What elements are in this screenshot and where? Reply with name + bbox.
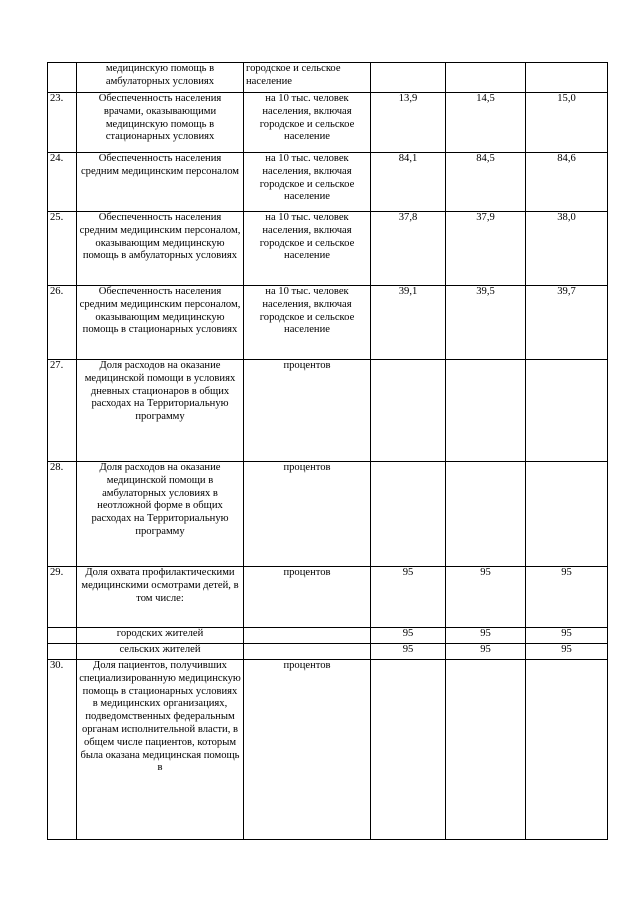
row-number: 28. (48, 462, 77, 567)
value-year-3 (526, 63, 608, 93)
value-year-3 (526, 660, 608, 840)
indicator-name: городских жителей (77, 628, 244, 644)
table-row (48, 286, 608, 360)
indicator-name: Доля расходов на оказание медицинской помощи в амбулаторных условиях в неотложной форме в общих расходах на Территориальную программу (77, 462, 244, 567)
value-year-2: 84,5 (446, 153, 526, 212)
indicator-name: сельских жителей (77, 644, 244, 660)
row-number (48, 63, 77, 93)
table-row (48, 462, 608, 567)
value-year-3: 38,0 (526, 212, 608, 286)
unit-of-measure: на 10 тыс. человек населения, включая городское и сельское население (244, 93, 371, 153)
value-year-2: 95 (446, 567, 526, 628)
value-year-2: 95 (446, 644, 526, 660)
indicators-table (47, 62, 608, 840)
value-year-3: 95 (526, 567, 608, 628)
indicator-name: Доля расходов на оказание медицинской помощи в условиях дневных стационаров в общих расходах на Территориальную программу (77, 360, 244, 462)
value-year-1: 95 (371, 628, 446, 644)
row-number: 27. (48, 360, 77, 462)
row-number: 23. (48, 93, 77, 153)
row-number: 30. (48, 660, 77, 840)
value-year-3: 15,0 (526, 93, 608, 153)
value-year-2 (446, 63, 526, 93)
table-row (48, 63, 608, 93)
unit-of-measure (244, 644, 371, 660)
indicator-name: Доля пациентов, получивших специализированную медицинскую помощь в стационарных условиях в медицинских организациях, подведомственных федеральным органам исполнительной власти, в общем числе пациентов, которым была оказана медицинская помощь в (77, 660, 244, 840)
row-number (48, 644, 77, 660)
value-year-3 (526, 360, 608, 462)
value-year-2 (446, 660, 526, 840)
indicator-name: Обеспеченность населения средним медицинским персоналом, оказывающим медицинскую помощь в амбулаторных условиях (77, 212, 244, 286)
value-year-2: 95 (446, 628, 526, 644)
indicator-name: Доля охвата профилактическими медицинскими осмотрами детей, в том числе: (77, 567, 244, 628)
table-row (48, 660, 608, 840)
value-year-2: 37,9 (446, 212, 526, 286)
value-year-3: 95 (526, 644, 608, 660)
value-year-3: 95 (526, 628, 608, 644)
row-number: 24. (48, 153, 77, 212)
row-number: 25. (48, 212, 77, 286)
indicator-name: Обеспеченность населения врачами, оказывающими медицинскую помощь в стационарных условиях (77, 93, 244, 153)
indicator-name: Обеспеченность населения средним медицинским персоналом (77, 153, 244, 212)
unit-of-measure (244, 628, 371, 644)
table-row (48, 93, 608, 153)
table-row (48, 360, 608, 462)
value-year-1: 39,1 (371, 286, 446, 360)
table-row (48, 644, 608, 660)
value-year-1 (371, 63, 446, 93)
unit-of-measure: на 10 тыс. человек населения, включая городское и сельское население (244, 212, 371, 286)
unit-of-measure: процентов (244, 567, 371, 628)
value-year-3: 84,6 (526, 153, 608, 212)
table-row (48, 153, 608, 212)
row-number: 26. (48, 286, 77, 360)
indicator-name: Обеспеченность населения средним медицинским персоналом, оказывающим медицинскую помощь в стационарных условиях (77, 286, 244, 360)
value-year-1: 84,1 (371, 153, 446, 212)
value-year-1: 37,8 (371, 212, 446, 286)
value-year-2 (446, 462, 526, 567)
row-number: 29. (48, 567, 77, 628)
table-row (48, 628, 608, 644)
unit-of-measure: процентов (244, 360, 371, 462)
unit-of-measure: процентов (244, 462, 371, 567)
value-year-1: 13,9 (371, 93, 446, 153)
unit-of-measure: на 10 тыс. человек населения, включая городское и сельское население (244, 286, 371, 360)
row-number (48, 628, 77, 644)
value-year-1: 95 (371, 644, 446, 660)
unit-of-measure: процентов (244, 660, 371, 840)
table-row (48, 567, 608, 628)
value-year-3: 39,7 (526, 286, 608, 360)
value-year-1: 95 (371, 567, 446, 628)
indicator-name: медицинскую помощь в амбулаторных условиях (77, 63, 244, 93)
value-year-1 (371, 462, 446, 567)
value-year-1 (371, 660, 446, 840)
value-year-2 (446, 360, 526, 462)
value-year-2: 14,5 (446, 93, 526, 153)
table-row (48, 212, 608, 286)
unit-of-measure: городское и сельское население (244, 63, 371, 93)
value-year-3 (526, 462, 608, 567)
unit-of-measure: на 10 тыс. человек населения, включая городское и сельское население (244, 153, 371, 212)
value-year-2: 39,5 (446, 286, 526, 360)
value-year-1 (371, 360, 446, 462)
